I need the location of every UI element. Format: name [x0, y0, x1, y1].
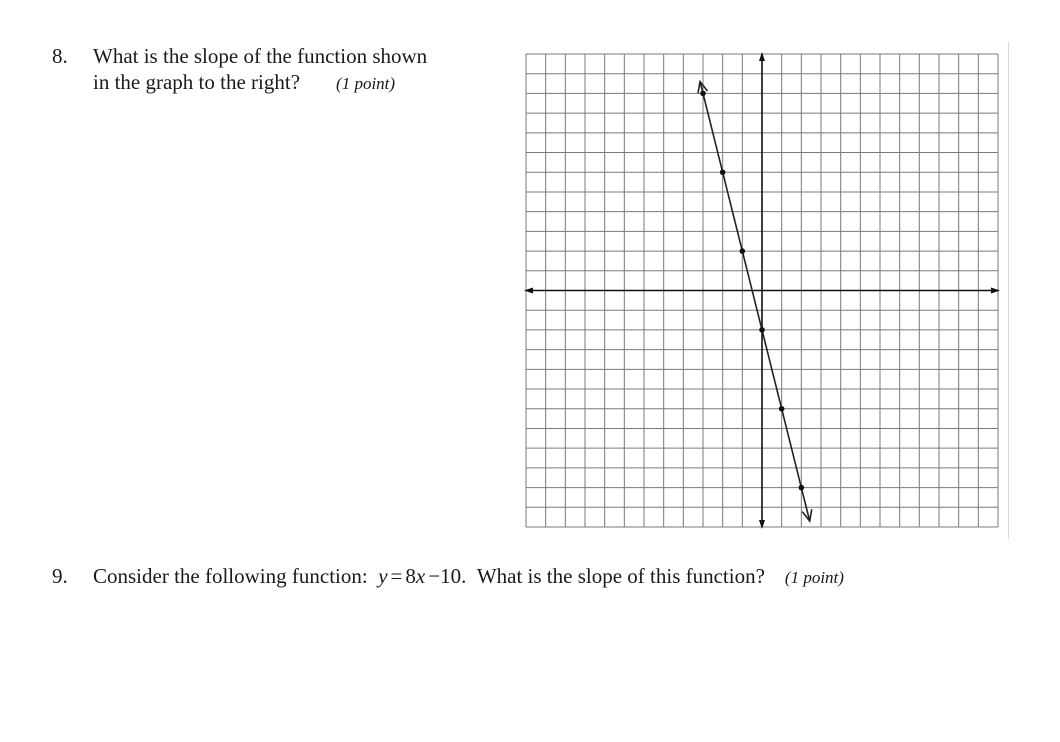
data-point — [740, 248, 746, 254]
data-point — [759, 327, 765, 333]
eq-constant: 10 — [440, 564, 462, 588]
function-line — [700, 82, 810, 521]
page-margin-rule — [1008, 42, 1009, 539]
eq-minus: − — [428, 564, 441, 588]
question-body — [93, 563, 844, 591]
data-point — [720, 169, 726, 175]
x-axis-arrow-right — [991, 288, 1000, 294]
eq-coefficient: 8 — [405, 564, 416, 588]
question-lead: Consider the following function: — [93, 564, 368, 588]
data-point — [799, 485, 805, 491]
eq-equals: = — [390, 564, 403, 588]
point-value: (1 point) — [336, 74, 396, 93]
question-text: What is the slope of this function? — [476, 564, 765, 588]
data-series — [698, 82, 812, 521]
x-axis-arrow-left — [524, 288, 533, 294]
eq-y: y — [378, 564, 388, 588]
equation — [378, 564, 466, 588]
question-number: 8. — [52, 44, 68, 68]
axes — [524, 52, 1000, 529]
question-text-line-1: What is the slope of the function shown — [93, 44, 428, 68]
point-value: (1 point) — [784, 568, 844, 587]
y-axis-arrow-up — [759, 52, 765, 61]
question-text: in the graph to the right? — [93, 70, 301, 94]
eq-x: x — [415, 564, 426, 588]
y-axis-arrow-down — [759, 520, 765, 529]
question-number: 9. — [52, 564, 68, 588]
data-point — [700, 91, 706, 97]
eq-period: . — [461, 564, 467, 588]
data-point — [779, 406, 785, 412]
